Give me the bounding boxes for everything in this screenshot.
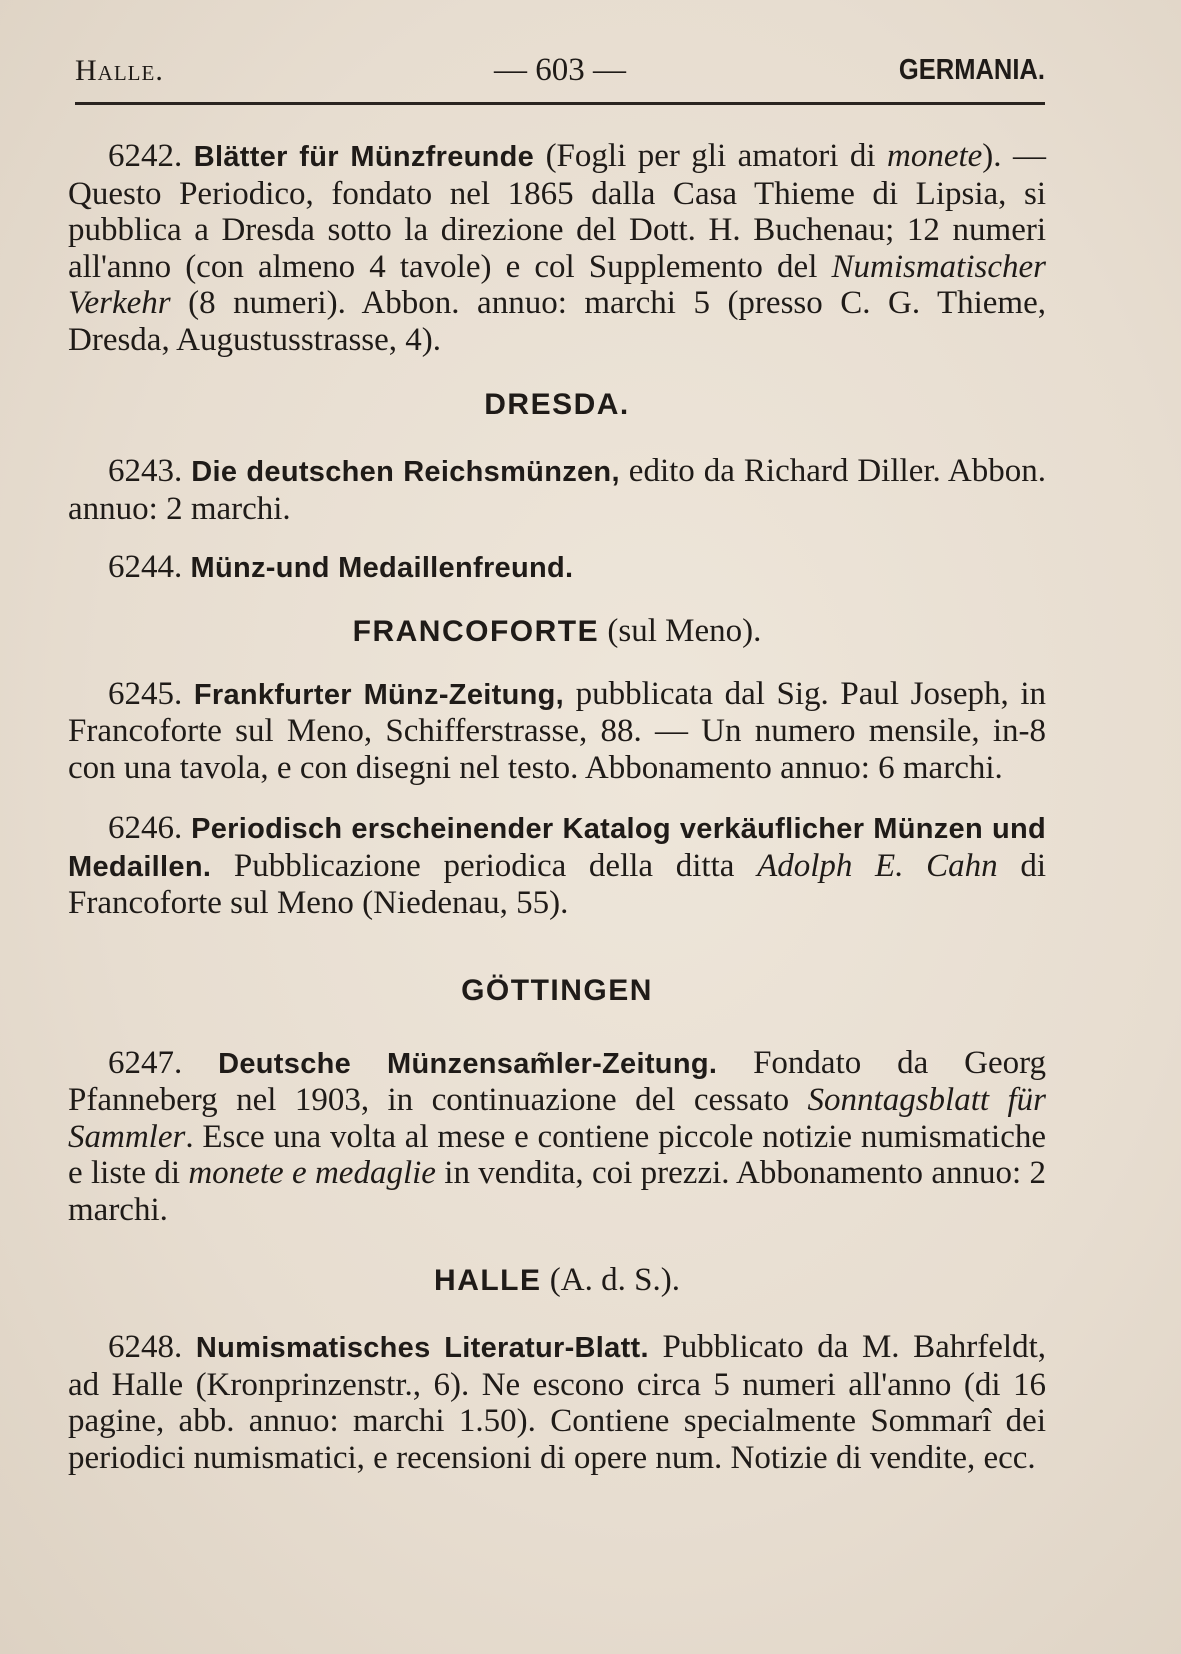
city-name: HALLE xyxy=(434,1264,542,1297)
header-city: Halle. xyxy=(75,54,164,87)
entry-title: Die deutschen Reichsmünzen, xyxy=(191,456,620,488)
entry-number: 6246. xyxy=(108,810,183,846)
entry-italic: Adolph E. Cahn xyxy=(757,847,998,884)
page-body xyxy=(68,138,1046,1476)
entry-title: Periodisch erscheinender Katalog verkäuflicher Münzen und Medaillen. xyxy=(68,813,1046,883)
entry-number: 6243. xyxy=(108,453,183,489)
entry-italic: monete e medaglie xyxy=(188,1155,436,1191)
page-number: — 603 — xyxy=(494,52,626,88)
entry-6248 xyxy=(68,1329,1046,1476)
header-country: GERMANIA. xyxy=(898,54,1045,86)
city-suffix: (sul Meno). xyxy=(599,612,762,649)
entry-6242 xyxy=(68,138,1046,358)
entry-text: di Francoforte sul Meno (Niedenau, 55). xyxy=(68,847,1046,921)
entry-number: 6247. xyxy=(108,1044,183,1081)
entry-italic: Numismatischer Verkehr xyxy=(68,248,1046,321)
entry-number: 6242. xyxy=(108,138,183,174)
city-heading-gottingen xyxy=(68,972,1046,1009)
city-name: FRANCOFORTE xyxy=(352,614,600,648)
entry-6244 xyxy=(68,549,1046,587)
city-suffix: (A. d. S.). xyxy=(541,1262,680,1298)
entry-italic: Sonntagsblatt für Sammler xyxy=(68,1082,1046,1155)
entry-title: Deutsche Münzensam̃ler-Zeitung. xyxy=(218,1047,718,1080)
entry-title: Numismatisches Literatur-Blatt. xyxy=(195,1332,649,1364)
entry-text: ). — Questo Periodico, fondato nel 1865 dalla Casa Thieme di Lipsia, si pubblica a Dresda sotto la direzione del Dott. H. Buchenau; 12 numeri all'anno (con almeno 4 tavole) e col Supplemento del xyxy=(68,138,1046,285)
entry-title: Blätter für Münzfreunde xyxy=(193,141,535,173)
entry-title: Münz-und Medaillenfreund. xyxy=(190,552,574,584)
entry-number: 6248. xyxy=(108,1329,183,1365)
entry-text: in vendita, coi prezzi. Abbonamento annuo: 2 marchi. xyxy=(68,1155,1047,1228)
city-heading-dresda xyxy=(68,386,1046,423)
entry-text: edito da Richard Diller. Abbon. annuo: 2 marchi. xyxy=(68,453,1047,527)
entry-text: . Esce una volta al mese e contiene piccole notizie numismatiche e liste di xyxy=(68,1118,1046,1191)
entry-text: Fondato da Georg Pfanneberg nel 1903, in continuazione del cessato xyxy=(68,1044,1046,1118)
running-header xyxy=(75,48,1045,98)
entry-6247 xyxy=(68,1045,1046,1229)
entry-number: 6244. xyxy=(108,549,183,585)
city-heading-halle xyxy=(68,1262,1046,1299)
entry-6243 xyxy=(68,453,1046,527)
entry-text: Pubblicato da M. Bahrfeldt, ad Halle (Kronprinzenstr., 6). Ne escono circa 5 numeri all'anno (di 16 pagine, abb. annuo: marchi 1.50). Contiene specialmente Sommarî dei periodici numismatici, e recensioni di opere num. Notizie di vendite, ecc. xyxy=(68,1329,1047,1476)
city-name: DRESDA. xyxy=(484,388,630,421)
entry-text: (8 numeri). Abbon. annuo: marchi 5 (presso C. G. Thieme, Dresda, Augustusstrasse, 4). xyxy=(68,285,1046,358)
entry-text: pubblicata dal Sig. Paul Joseph, in Francoforte sul Meno, Schifferstrasse, 88. — Un numero mensile, in-8 con una tavola, e con disegni nel testo. Abbonamento annuo: 6 marchi. xyxy=(68,675,1047,786)
entry-text: (Fogli per gli amatori di xyxy=(534,138,887,174)
entry-italic: monete xyxy=(887,138,983,174)
entry-6246 xyxy=(68,810,1046,922)
entry-number: 6245. xyxy=(108,675,183,712)
entry-text: Pubblicazione periodica della ditta xyxy=(211,847,758,884)
city-name: GÖTTINGEN xyxy=(461,973,653,1007)
city-heading-francoforte xyxy=(68,613,1046,650)
entry-6245 xyxy=(68,676,1046,787)
header-rule xyxy=(75,102,1045,105)
entry-title: Frankfurter Münz-Zeitung, xyxy=(193,678,564,711)
